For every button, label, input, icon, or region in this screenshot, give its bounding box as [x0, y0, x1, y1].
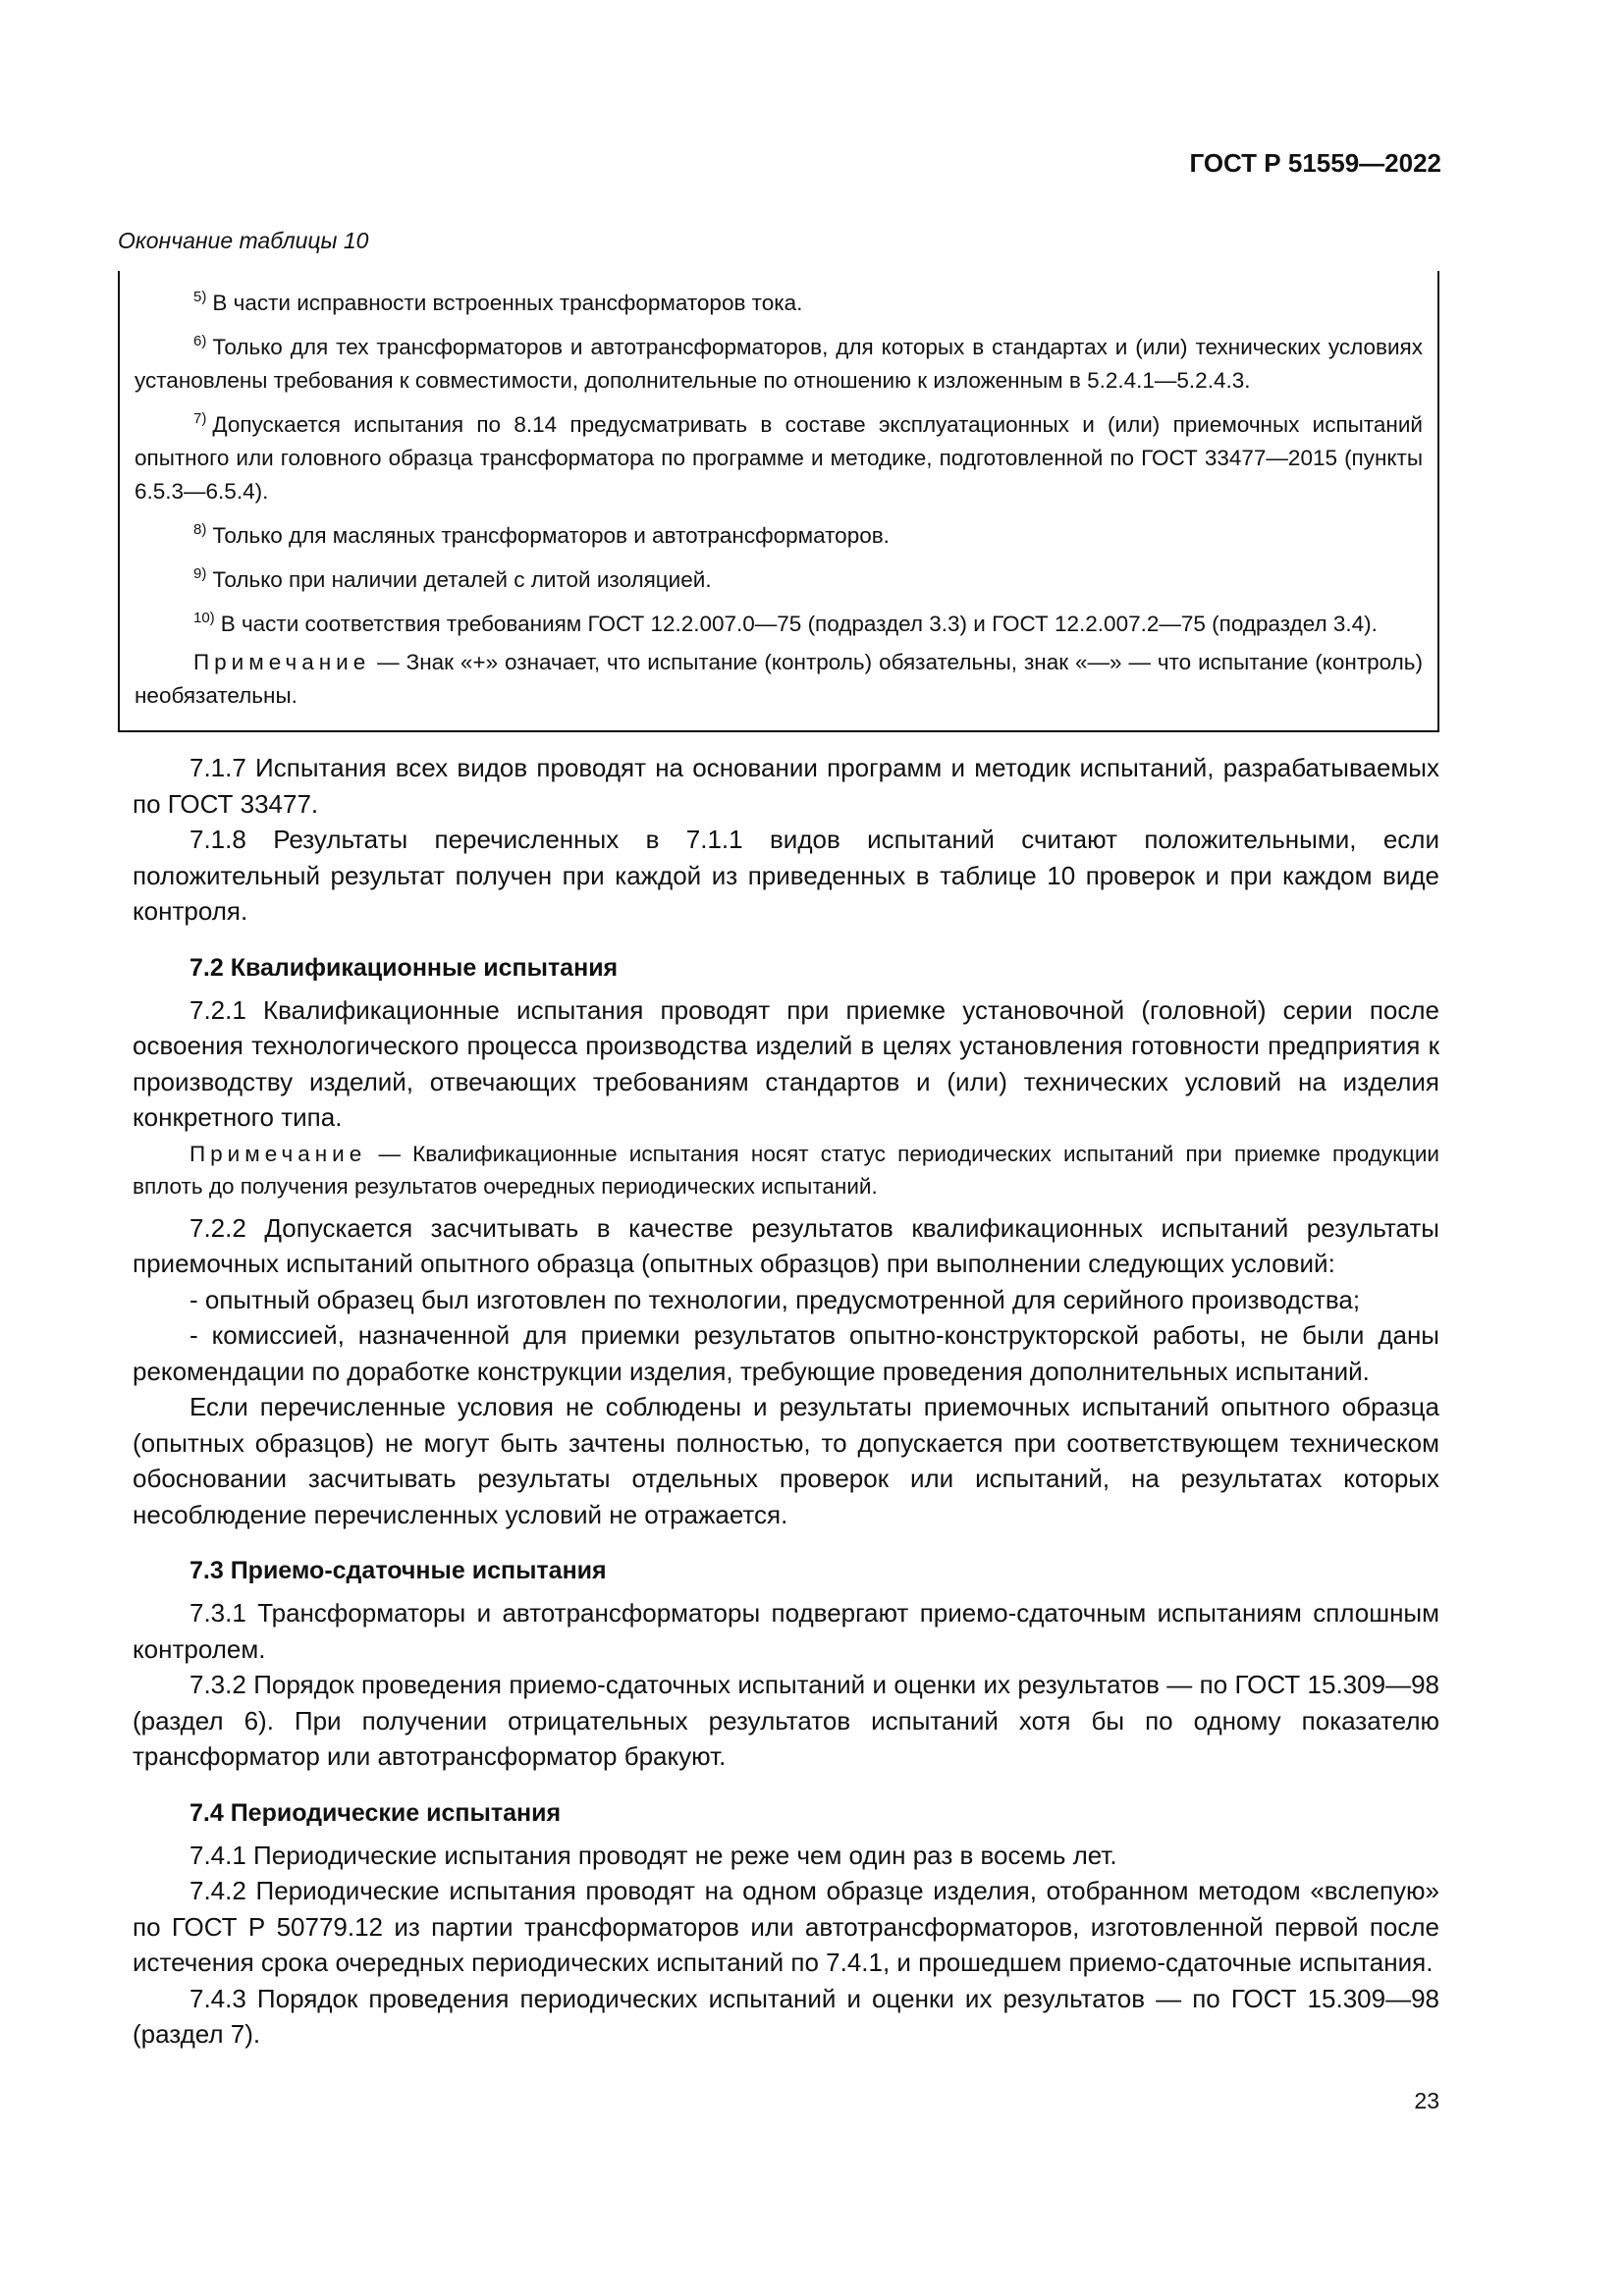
paragraph-7-2-2: 7.2.2 Допускается засчитывать в качестве результатов квалификационных испытаний результаты приемочных испытаний опытного образца (опытных образцов) при выполнении следующих условий:	[133, 1212, 1439, 1278]
section-heading-7-3: 7.3 Приемо-сдаточные испытания	[189, 1557, 607, 1584]
footnote-marker: 10)	[193, 610, 215, 626]
footnote	[135, 281, 1423, 320]
footnote	[135, 558, 1423, 597]
table-continuation-caption: Окончание таблицы 10	[118, 228, 369, 253]
paragraph-7-4-2: 7.4.2 Периодические испытания проводят на одном образце изделия, отобранном методом «вслепую» по ГОСТ Р 50779.12 из партии трансформаторов или автотрансформаторов, изготовленной первой после истечения срока очередных периодических испытаний по 7.4.1, и прошедшем приемо-сдаточные испытания.	[133, 1876, 1439, 1977]
paragraph-7-3-1: 7.3.1 Трансформаторы и автотрансформаторы подвергают приемо-сдаточным испытаниям сплошным контролем.	[133, 1598, 1439, 1664]
footnote-text: В части соответствия требованиям ГОСТ 12.2.007.0—75 (подраздел 3.3) и ГОСТ 12.2.007.2—75 (подраздел 3.4).	[220, 612, 1378, 636]
note-7-2	[133, 1138, 1439, 1202]
footnote-marker: 6)	[193, 333, 207, 349]
paragraph-7-4-3: 7.4.3 Порядок проведения периодических испытаний и оценки их результатов — по ГОСТ 15.309—98 (раздел 7).	[133, 1983, 1439, 2049]
note-text: — Знак «+» означает, что испытание (контроль) обязательны, знак «—» — что испытание (контроль) необязательны.	[135, 650, 1423, 708]
footnote-marker: 5)	[193, 289, 207, 305]
footnote-text: Только при наличии деталей с литой изоляцией.	[212, 567, 712, 592]
note-label: Примечание	[193, 650, 371, 674]
standard-code: ГОСТ Р 51559—2022	[1189, 148, 1441, 178]
footnote	[135, 602, 1423, 641]
main-text	[133, 750, 1439, 2053]
table-note	[135, 646, 1423, 713]
footnote-text: Только для тех трансформаторов и автотрансформаторов, для которых в стандартах и (или) технических условиях установлены требования к совместимости, дополнительные по отношению к изложенным в 5.2.4.1—5.2.4.3.	[135, 335, 1423, 393]
note-text: — Квалификационные испытания носят статус периодических испытаний при приемке продукции вплоть до получения результатов очередных периодических испытаний.	[133, 1141, 1439, 1199]
footnote-text: Только для масляных трансформаторов и автотрансформаторов.	[212, 523, 890, 548]
footnote-text: В части исправности встроенных трансформаторов тока.	[212, 291, 803, 315]
footnote-marker: 8)	[193, 521, 207, 538]
note-label: Примечание	[189, 1141, 367, 1166]
section-heading-7-2: 7.2 Квалификационные испытания	[189, 953, 619, 982]
footnote-marker: 7)	[193, 410, 207, 427]
paragraph-7-1-7: 7.1.7 Испытания всех видов проводят на основании программ и методик испытаний, разрабатываемых по ГОСТ 33477.	[133, 753, 1439, 819]
paragraph-7-1-8: 7.1.8 Результаты перечисленных в 7.1.1 видов испытаний считают положительными, если положительный результат получен при каждой из приведенных в таблице 10 проверок и при каждом виде контроля.	[133, 825, 1439, 926]
paragraph-7-3-2: 7.3.2 Порядок проведения приемо-сдаточных испытаний и оценки их результатов — по ГОСТ 15.309—98 (раздел 6). При получении отрицательных результатов испытаний хотя бы по одному показателю трансформатор или автотрансформатор бракуют.	[133, 1670, 1439, 1771]
paragraph-7-2-2-continued: Если перечисленные условия не соблюдены и результаты приемочных испытаний опытного образца (опытных образцов) не могут быть зачтены полностью, то допускается при соответствующем техническом обосновании засчитывать результаты отдельных проверок или испытаний, на результатах которых несоблюдение перечисленных условий не отражается.	[133, 1392, 1439, 1529]
page-number: 23	[1414, 2088, 1439, 2113]
section-heading-7-4: 7.4 Периодические испытания	[189, 1798, 562, 1827]
footnote	[135, 402, 1423, 508]
paragraph-7-4-1: 7.4.1 Периодические испытания проводят не реже чем один раз в восемь лет.	[189, 1840, 1117, 1870]
footnote	[135, 513, 1423, 553]
table-footnotes-box	[118, 271, 1439, 732]
footnote-marker: 9)	[193, 565, 207, 582]
footnote-text: Допускается испытания по 8.14 предусматривать в составе эксплуатационных и (или) приемочных испытаний опытного или головного образца трансформатора по программе и методике, подготовленной по ГОСТ 33477—2015 (пункты 6.5.3—6.5.4).	[135, 412, 1423, 504]
list-item: - опытный образец был изготовлен по технологии, предусмотренной для серийного производства;	[189, 1284, 1361, 1314]
list-item: - комиссией, назначенной для приемки результатов опытно-конструкторской работы, не были даны рекомендации по доработке конструкции изделия, требующие проведения дополнительных испытаний.	[133, 1320, 1439, 1386]
paragraph-7-2-1: 7.2.1 Квалификационные испытания проводят при приемке установочной (головной) серии после освоения технологического процесса производства изделий в целях установления готовности предприятия к производству изделий, отвечающих требованиям стандартов и (или) технических условий на изделия конкретного типа.	[133, 994, 1439, 1132]
footnote	[135, 325, 1423, 398]
